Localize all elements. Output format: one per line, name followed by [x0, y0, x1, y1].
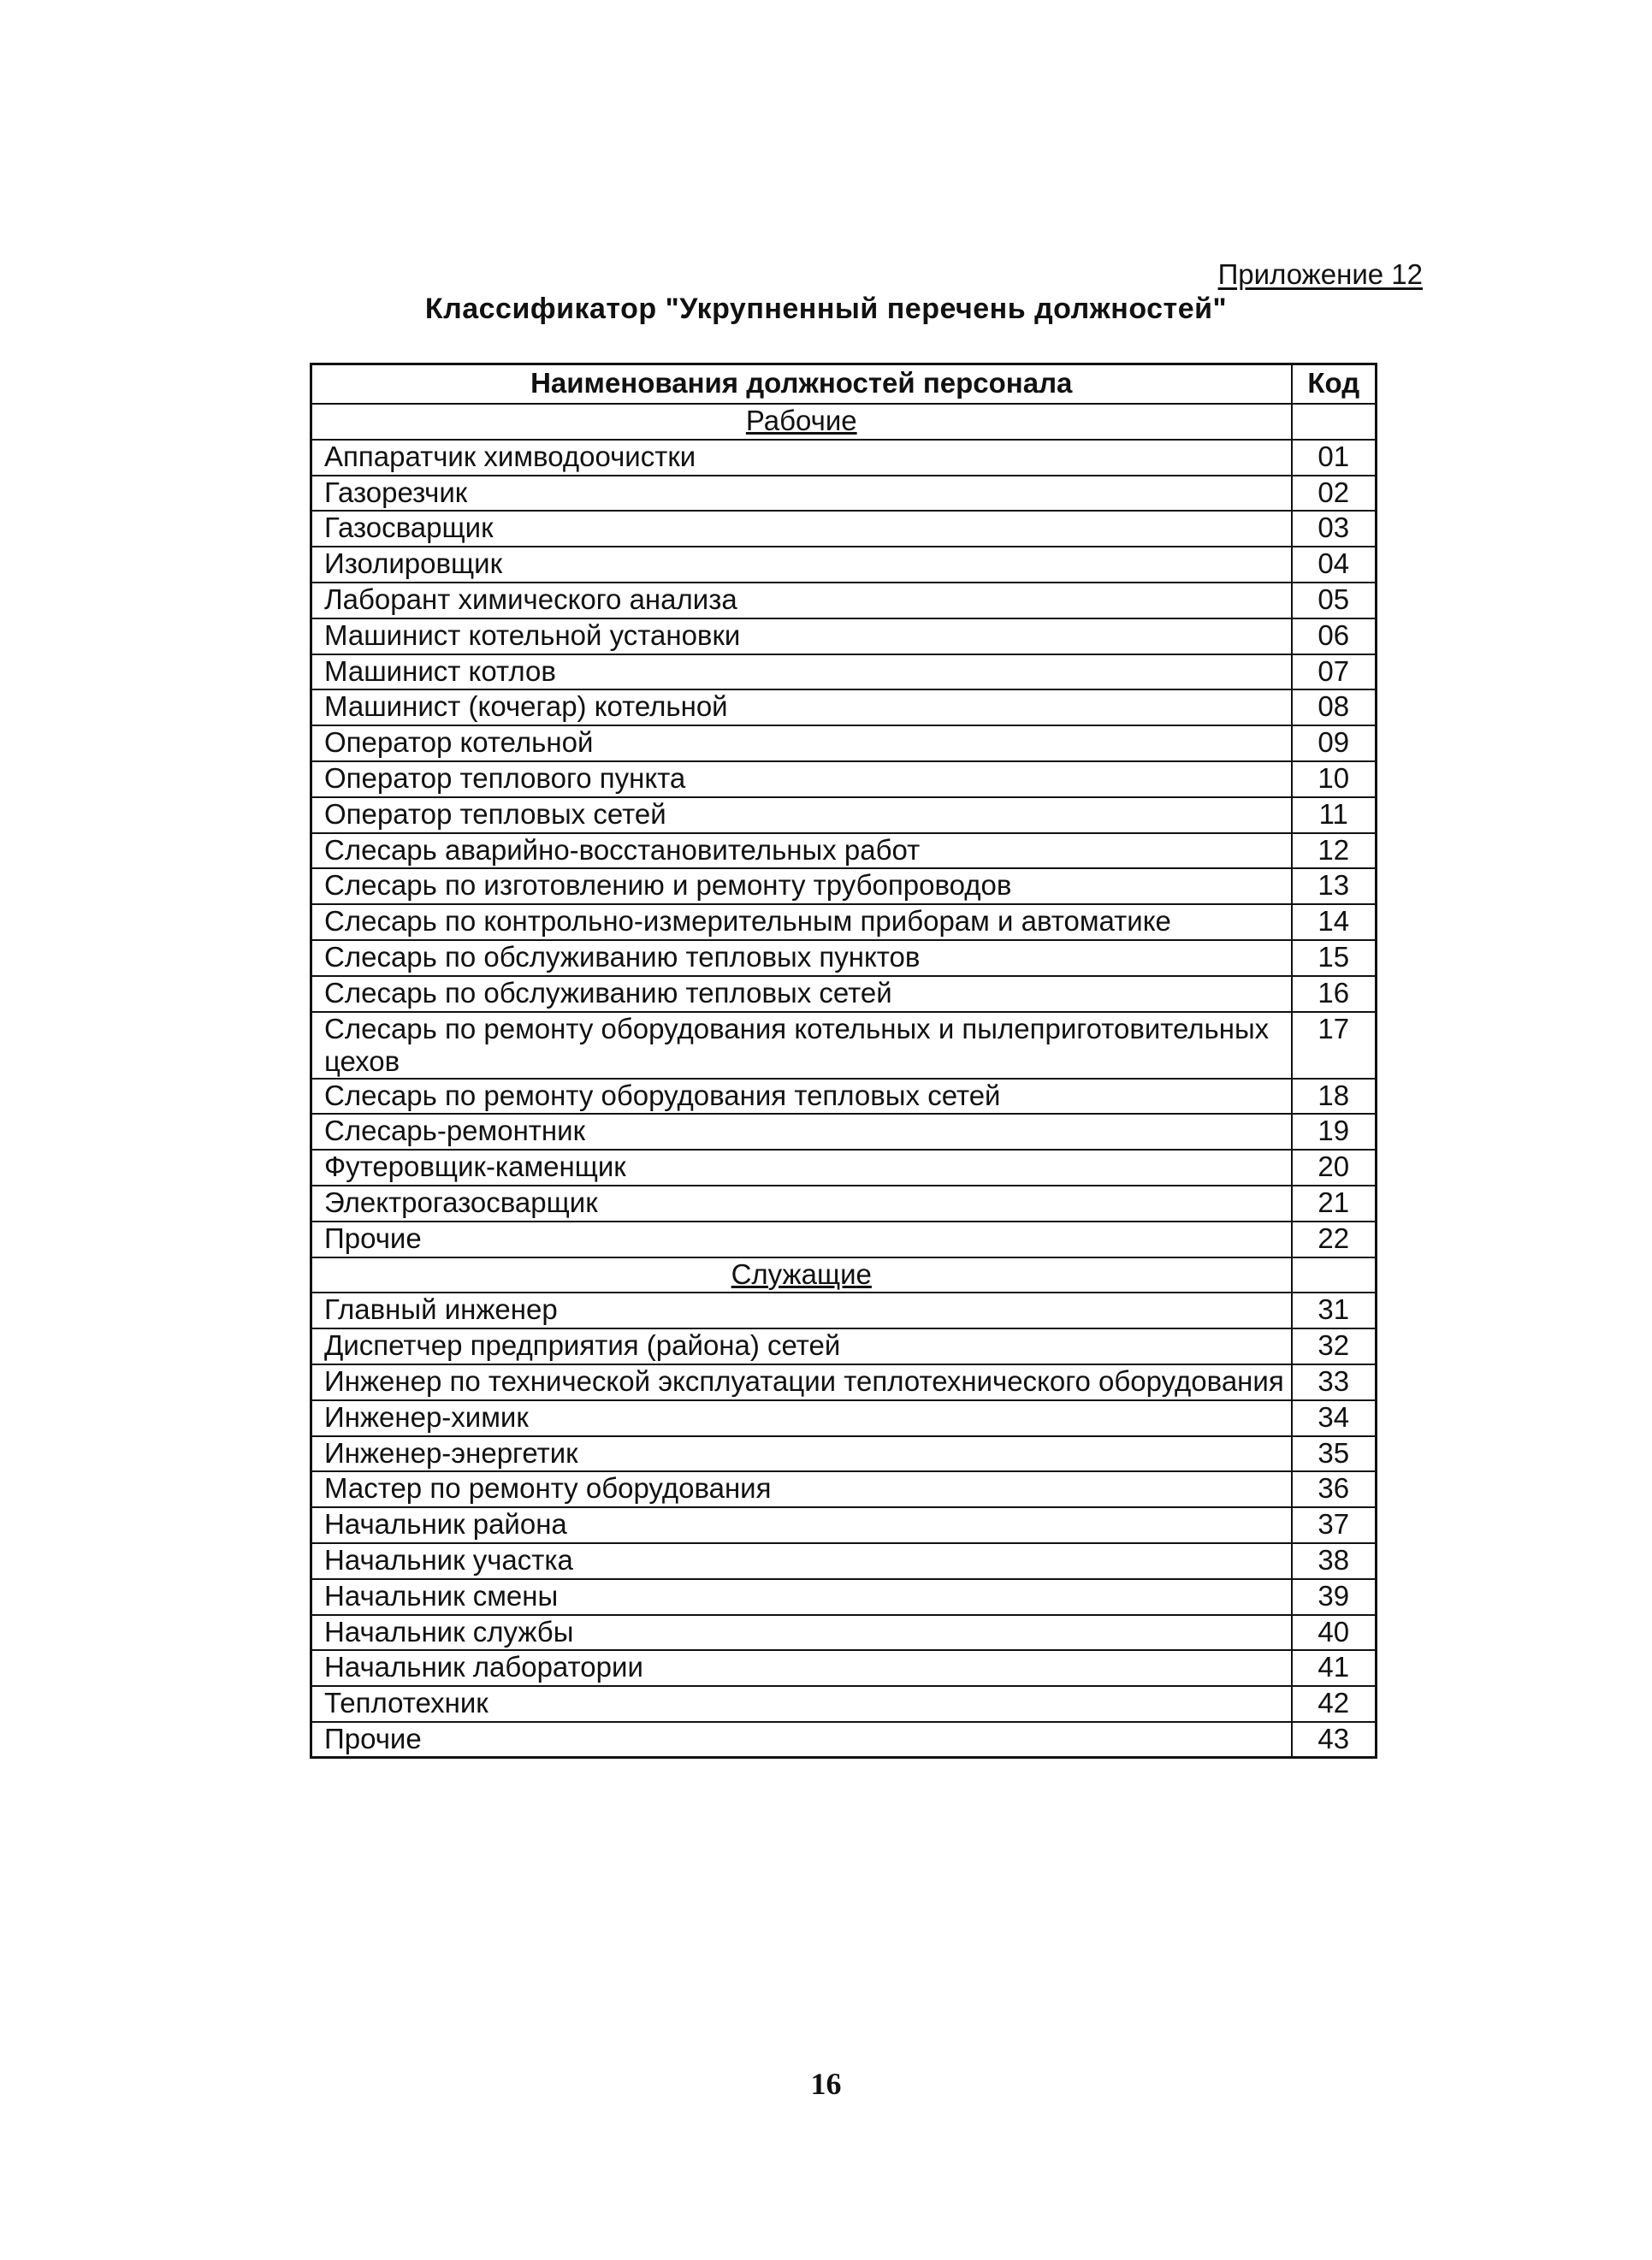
position-name: Слесарь по обслуживанию тепловых пунктов — [311, 940, 1292, 976]
position-name: Прочие — [311, 1722, 1292, 1758]
position-code: 15 — [1292, 940, 1377, 976]
table-row — [311, 547, 1377, 583]
position-code: 12 — [1292, 833, 1377, 869]
position-code: 20 — [1292, 1150, 1377, 1186]
column-header-code: Код — [1292, 364, 1377, 405]
position-name: Футеровщик-каменщик — [311, 1150, 1292, 1186]
table-row — [311, 618, 1377, 654]
position-code: 17 — [1292, 1012, 1377, 1079]
table-row — [311, 1543, 1377, 1579]
table-row — [311, 654, 1377, 690]
position-code: 39 — [1292, 1579, 1377, 1615]
section-row — [311, 1257, 1377, 1293]
position-name: Машинист (кочегар) котельной — [311, 689, 1292, 725]
table-header-row — [311, 364, 1377, 405]
table-row — [311, 476, 1377, 512]
position-name: Начальник участка — [311, 1543, 1292, 1579]
position-name: Слесарь по ремонту оборудования тепловых сетей — [311, 1079, 1292, 1115]
position-name: Начальник службы — [311, 1615, 1292, 1651]
section-title: Служащие — [311, 1257, 1292, 1293]
position-name: Машинист котельной установки — [311, 618, 1292, 654]
table-row — [311, 940, 1377, 976]
position-code: 41 — [1292, 1650, 1377, 1686]
table-row — [311, 511, 1377, 547]
table-row — [311, 689, 1377, 725]
position-name: Инженер-химик — [311, 1400, 1292, 1436]
appendix-label: Приложение 12 — [1217, 258, 1423, 290]
position-code: 36 — [1292, 1471, 1377, 1507]
position-code: 37 — [1292, 1507, 1377, 1543]
table-row — [311, 1114, 1377, 1150]
table-row — [311, 1400, 1377, 1436]
section-code-empty — [1292, 404, 1377, 440]
position-code: 11 — [1292, 797, 1377, 833]
position-code: 09 — [1292, 725, 1377, 761]
position-code: 32 — [1292, 1328, 1377, 1364]
position-name: Слесарь по контрольно-измерительным приборам и автоматике — [311, 904, 1292, 940]
position-name: Инженер по технической эксплуатации теплотехнического оборудования — [311, 1364, 1292, 1400]
position-name: Лаборант химического анализа — [311, 583, 1292, 618]
position-code: 05 — [1292, 583, 1377, 618]
position-name: Оператор теплового пункта — [311, 761, 1292, 797]
page-number: 16 — [810, 2067, 842, 2101]
position-name: Оператор котельной — [311, 725, 1292, 761]
table-row — [311, 761, 1377, 797]
position-name: Электрогазосварщик — [311, 1186, 1292, 1222]
position-code: 31 — [1292, 1293, 1377, 1328]
position-name: Газорезчик — [311, 476, 1292, 512]
table-row — [311, 797, 1377, 833]
position-code: 04 — [1292, 547, 1377, 583]
table-row — [311, 1686, 1377, 1722]
table-row — [311, 725, 1377, 761]
position-code: 10 — [1292, 761, 1377, 797]
position-name: Машинист котлов — [311, 654, 1292, 690]
position-name: Главный инженер — [311, 1293, 1292, 1328]
position-name: Слесарь-ремонтник — [311, 1114, 1292, 1150]
position-code: 42 — [1292, 1686, 1377, 1722]
position-code: 07 — [1292, 654, 1377, 690]
table-row — [311, 1471, 1377, 1507]
position-code: 13 — [1292, 868, 1377, 904]
position-code: 18 — [1292, 1079, 1377, 1115]
table-row — [311, 1150, 1377, 1186]
position-code: 03 — [1292, 511, 1377, 547]
table-row — [311, 1615, 1377, 1651]
position-code: 21 — [1292, 1186, 1377, 1222]
position-code: 16 — [1292, 976, 1377, 1012]
position-code: 38 — [1292, 1543, 1377, 1579]
position-code: 06 — [1292, 618, 1377, 654]
section-row — [311, 404, 1377, 440]
table-row — [311, 1650, 1377, 1686]
position-code: 22 — [1292, 1222, 1377, 1257]
position-code: 35 — [1292, 1436, 1377, 1472]
table-row — [311, 1079, 1377, 1115]
position-name: Газосварщик — [311, 511, 1292, 547]
position-name: Инженер-энергетик — [311, 1436, 1292, 1472]
table-row — [311, 1364, 1377, 1400]
position-code: 34 — [1292, 1400, 1377, 1436]
table-body — [311, 404, 1377, 1758]
table-row — [311, 1722, 1377, 1758]
position-code: 02 — [1292, 476, 1377, 512]
positions-table — [310, 363, 1377, 1759]
table-row — [311, 1222, 1377, 1257]
position-code: 14 — [1292, 904, 1377, 940]
position-code: 19 — [1292, 1114, 1377, 1150]
position-name: Начальник смены — [311, 1579, 1292, 1615]
table-row — [311, 1293, 1377, 1328]
position-name: Мастер по ремонту оборудования — [311, 1471, 1292, 1507]
position-name: Начальник района — [311, 1507, 1292, 1543]
table-row — [311, 440, 1377, 476]
table-row — [311, 1436, 1377, 1472]
position-code: 08 — [1292, 689, 1377, 725]
section-title: Рабочие — [311, 404, 1292, 440]
column-header-name: Наименования должностей персонала — [311, 364, 1292, 405]
position-name: Изолировщик — [311, 547, 1292, 583]
position-code: 01 — [1292, 440, 1377, 476]
position-name: Оператор тепловых сетей — [311, 797, 1292, 833]
table-row — [311, 868, 1377, 904]
table-row — [311, 976, 1377, 1012]
position-name: Начальник лаборатории — [311, 1650, 1292, 1686]
position-name: Слесарь по изготовлению и ремонту трубопроводов — [311, 868, 1292, 904]
position-code: 43 — [1292, 1722, 1377, 1758]
table-row — [311, 1507, 1377, 1543]
section-code-empty — [1292, 1257, 1377, 1293]
position-name: Слесарь по ремонту оборудования котельных и пылеприготовительных цехов — [311, 1012, 1292, 1079]
table-row — [311, 583, 1377, 618]
table-row — [311, 1328, 1377, 1364]
table-row — [311, 904, 1377, 940]
position-name: Прочие — [311, 1222, 1292, 1257]
document-title: Классификатор "Укрупненный перечень должностей" — [424, 293, 1228, 325]
table-row — [311, 1012, 1377, 1079]
position-name: Слесарь по обслуживанию тепловых сетей — [311, 976, 1292, 1012]
position-code: 33 — [1292, 1364, 1377, 1400]
position-name: Аппаратчик химводоочистки — [311, 440, 1292, 476]
position-code: 40 — [1292, 1615, 1377, 1651]
position-name: Теплотехник — [311, 1686, 1292, 1722]
table-row — [311, 1186, 1377, 1222]
table-row — [311, 833, 1377, 869]
position-name: Слесарь аварийно-восстановительных работ — [311, 833, 1292, 869]
position-name: Диспетчер предприятия (района) сетей — [311, 1328, 1292, 1364]
table-row — [311, 1579, 1377, 1615]
